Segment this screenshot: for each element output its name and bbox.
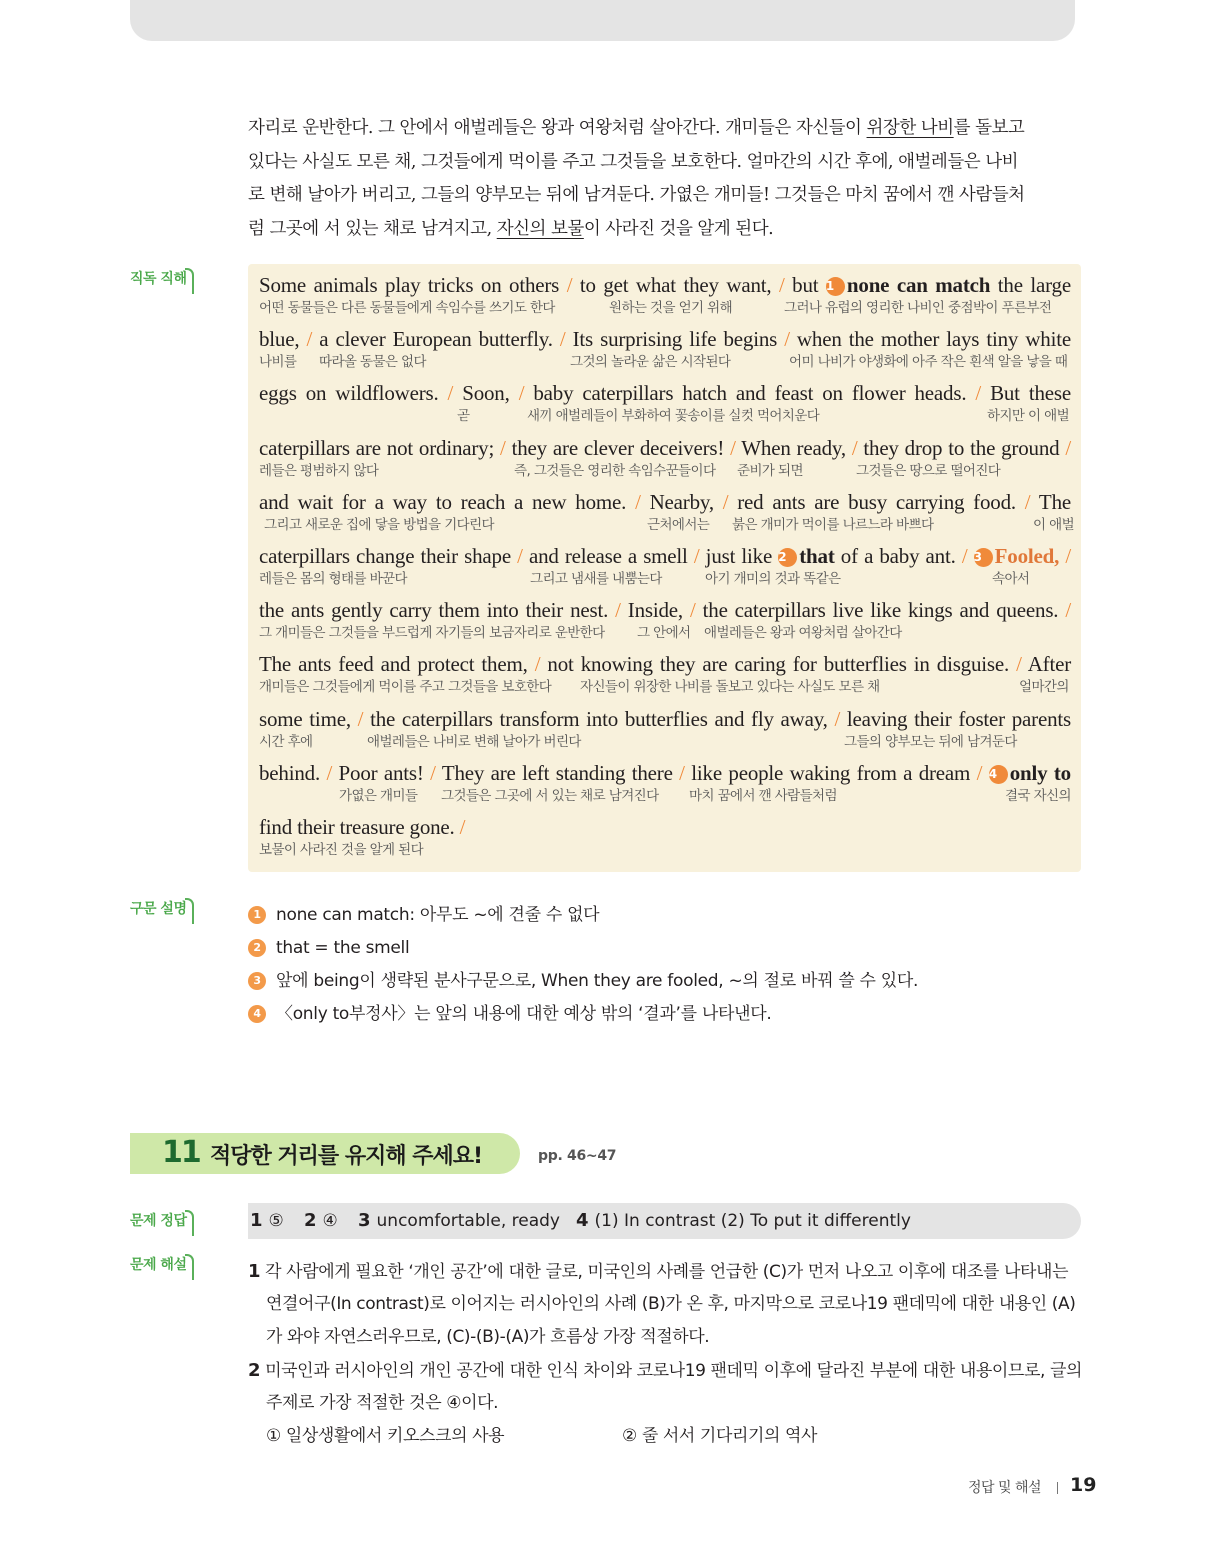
explanation-2-line-2: 주제로 가장 적절한 것은 ④이다. [266, 1393, 499, 1413]
reading-line-5 [259, 481, 1075, 533]
english-line: behind. / Poor ants! / They are left standing there / like people waking from a dream / 4 only to [259, 761, 1071, 785]
korean-gloss: 얼마간의 [1019, 679, 1069, 695]
note-number: 1 [248, 906, 266, 924]
note-number: 3 [248, 972, 266, 990]
korean-gloss: 곧 [457, 408, 470, 424]
grammar-note [248, 968, 918, 994]
grammar-note [248, 1001, 771, 1027]
note-text: none can match: 아무도 ~에 견줄 수 없다 [276, 905, 600, 925]
korean-gloss: 레들은 평범하지 않다 [259, 463, 379, 479]
text: 이 사라진 것을 알게 된다. [583, 218, 774, 239]
text: 를 돌보고 [953, 118, 1025, 138]
marker-2: 2 [778, 548, 797, 567]
korean-gloss: 새끼 애벌레들이 부화하여 꽃송이를 실컷 먹어치운다 [527, 408, 820, 424]
reading-line-8 [259, 643, 1072, 695]
korean-gloss: 근처에서는 [647, 517, 710, 533]
answer-2: 2 ④ [304, 1210, 338, 1231]
note-text: 〈only to부정사〉는 앞의 내용에 대한 예상 밖의 ‘결과’를 나타낸다. [276, 1004, 772, 1024]
korean-gloss: 아기 개미의 것과 똑같은 [705, 571, 841, 587]
label-answers: 문제 정답 [130, 1208, 194, 1234]
answer-4: 4 (1) In contrast (2) To put it differently [576, 1210, 911, 1231]
korean-gloss: 보물이 사라진 것을 알게 된다 [259, 842, 424, 858]
korean-gloss: 자신들이 위장한 나비를 돌보고 있다는 사실도 모른 채 [580, 679, 880, 695]
direct-reading-box [248, 264, 1081, 872]
text: 럼 그곳에 서 있는 채로 남겨지고, [248, 218, 497, 239]
korean-line-2: 있다는 사실도 모른 채, 그것들에게 먹이를 주고 그것들을 보호한다. 얼마간의 시간 후에, 애벌레들은 나비 [248, 151, 1019, 172]
korean-gloss: 그것의 놀라운 삶은 시작된다 [570, 354, 731, 370]
korean-gloss: 그것들은 땅으로 떨어진다 [856, 463, 1001, 479]
answer-3: 3 uncomfortable, ready [358, 1210, 560, 1231]
grammar-note [248, 935, 409, 961]
korean-gloss: 그러나 유럽의 영리한 나비인 중점박이 푸른부전 [784, 300, 1052, 316]
page-number: 19 [1070, 1474, 1097, 1496]
korean-line-3: 로 변해 날아가 버리고, 그들의 양부모는 뒤에 남겨둔다. 가엾은 개미들! 그것들은 마치 꿈에서 깬 사람들처 [248, 185, 1025, 205]
answer-1: 1 ⑤ [250, 1210, 284, 1231]
reading-line-11 [259, 806, 1071, 858]
reading-line-10 [259, 752, 1071, 804]
note-text: that = the smell [276, 938, 410, 958]
underlined-treasure: 자신의 보물 [496, 218, 584, 239]
label-direct-reading: 직독 직해 [130, 266, 194, 292]
section-number: 11 [162, 1135, 200, 1170]
reading-line-4 [259, 427, 1071, 479]
korean-gloss: 이 애벌 [1033, 517, 1075, 533]
korean-gloss: 마치 꿈에서 깬 사람들처럼 [689, 788, 837, 804]
korean-gloss: 가엾은 개미들 [339, 788, 418, 804]
korean-gloss: 그것들은 그곳에 서 있는 채로 남겨진다 [441, 788, 659, 804]
korean-gloss: 레들은 몸의 형태를 바꾼다 [259, 571, 407, 587]
korean-gloss: 그리고 냄새를 내뿜는다 [530, 571, 662, 587]
english-line: The ants feed and protect them, / not knowing they are caring for butterflies in disguise. / After [259, 652, 1072, 676]
korean-gloss: 결국 자신의 [1005, 788, 1071, 804]
korean-line-1 [248, 112, 1082, 146]
english-line: blue, / a clever European butterfly. / Its surprising life begins / when the mother lays tiny white [259, 327, 1071, 351]
section-pages: pp. 46~47 [538, 1148, 617, 1164]
english-line: and wait for a way to reach a new home. / Nearby, / red ants are busy carrying food. / The [259, 490, 1071, 514]
section-banner [130, 1133, 520, 1174]
korean-gloss: 붉은 개미가 먹이를 나르느라 바쁘다 [732, 517, 934, 533]
korean-translation-paragraph [248, 112, 1082, 246]
korean-gloss: 어떤 동물들은 다른 동물들에게 속임수를 쓰기도 한다 [259, 300, 555, 316]
korean-gloss: 원하는 것을 얻기 위해 [609, 300, 733, 316]
note-number: 4 [248, 1005, 266, 1023]
english-line: Some animals play tricks on others / to get what they want, / but 1 none can match the large [259, 273, 1071, 297]
korean-gloss: 그 안에서 [637, 625, 691, 641]
korean-gloss: 준비가 되면 [737, 463, 803, 479]
explanation-1-line-2: 연결어구(In contrast)로 이어지는 러시아인의 사례 (B)가 온 후, 마지막으로 코로나19 팬데믹에 대한 내용인 (A) [266, 1294, 1076, 1314]
korean-gloss: 하지만 이 애벌 [987, 408, 1070, 424]
underlined-butterfly: 위장한 나비 [866, 118, 954, 138]
korean-gloss: 속아서 [992, 571, 1030, 587]
reading-line-3 [259, 372, 1071, 424]
korean-gloss: 어미 나비가 야생화에 아주 작은 흰색 알을 낳을 때 [789, 354, 1068, 370]
korean-gloss: 그리고 새로운 집에 닿을 방법을 기다린다 [264, 517, 494, 533]
footer-label: 정답 및 해설 [968, 1480, 1042, 1496]
explanation-1-line-3: 가 와야 자연스러우므로, (C)-(B)-(A)가 흐름상 가장 적절하다. [266, 1327, 710, 1347]
top-header-bar [130, 0, 1075, 41]
marker-4: 4 [989, 765, 1008, 784]
english-line: some time, / the caterpillars transform into butterflies and fly away, / leaving their foster parents [259, 707, 1071, 731]
english-line: the ants gently carry them into their nest. / Inside, / the caterpillars live like kings and queens. / [259, 598, 1071, 622]
note-text: 앞에 being이 생략된 분사구문으로, When they are fooled, ~의 절로 바꿔 쓸 수 있다. [276, 971, 919, 991]
reading-line-6 [259, 535, 1071, 587]
english-line: eggs on wildflowers. / Soon, / baby caterpillars hatch and feast on flower heads. / But these [259, 381, 1071, 405]
english-line: find their treasure gone. / [259, 815, 466, 839]
option-1: ① 일상생활에서 키오스크의 사용 [266, 1426, 505, 1446]
explanation-2-line-1: 2 미국인과 러시아인의 개인 공간에 대한 인식 차이와 코로나19 팬데믹 이후에 달라진 부분에 대한 내용이므로, 글의 [248, 1360, 1083, 1381]
text: 자리로 운반한다. 그 안에서 애벌레들은 왕과 여왕처럼 살아간다. 개미들은 자신들이 [248, 118, 867, 138]
english-line: caterpillars change their shape / and release a smell / just like 2 that of a baby ant. / 3 Fooled, / [259, 544, 1071, 568]
reading-line-1 [259, 264, 1071, 316]
korean-gloss: 애벌레들은 왕과 여왕처럼 살아간다 [704, 625, 902, 641]
korean-gloss: 그 개미들은 그것들을 부드럽게 자기들의 보금자리로 운반한다 [259, 625, 605, 641]
korean-gloss: 따라올 동물은 없다 [319, 354, 426, 370]
footer-divider [1057, 1482, 1058, 1494]
answer-bar [248, 1203, 1081, 1239]
reading-line-9 [259, 698, 1071, 750]
korean-gloss: 애벌레들은 나비로 변해 날아가 버린다 [367, 734, 581, 750]
note-number: 2 [248, 939, 266, 957]
korean-gloss: 그들의 양부모는 뒤에 남겨둔다 [844, 734, 1017, 750]
korean-gloss: 즉, 그것들은 영리한 속임수꾼들이다 [514, 463, 716, 479]
reading-line-7 [259, 589, 1071, 641]
marker-3: 3 [974, 548, 993, 567]
korean-gloss: 나비를 [259, 354, 297, 370]
grammar-note [248, 902, 599, 928]
label-explanation: 문제 해설 [130, 1252, 194, 1278]
label-grammar: 구문 설명 [130, 896, 194, 922]
korean-gloss: 개미들은 그것들에게 먹이를 주고 그것들을 보호한다 [259, 679, 552, 695]
option-2: ② 줄 서서 기다리기의 역사 [622, 1426, 818, 1446]
korean-gloss: 시간 후에 [259, 734, 313, 750]
explanation-1-line-1: 1 각 사람에게 필요한 ‘개인 공간’에 대한 글로, 미국인의 사례를 언급한 (C)가 먼저 나오고 이후에 대조를 나타내는 [248, 1261, 1069, 1282]
english-line: caterpillars are not ordinary; / they are clever deceivers! / When ready, / they drop to the ground / [259, 436, 1071, 460]
marker-1: 1 [826, 277, 845, 296]
reading-line-2 [259, 318, 1071, 370]
korean-line-4 [248, 213, 1082, 247]
section-title: 적당한 거리를 유지해 주세요! [210, 1144, 483, 1169]
